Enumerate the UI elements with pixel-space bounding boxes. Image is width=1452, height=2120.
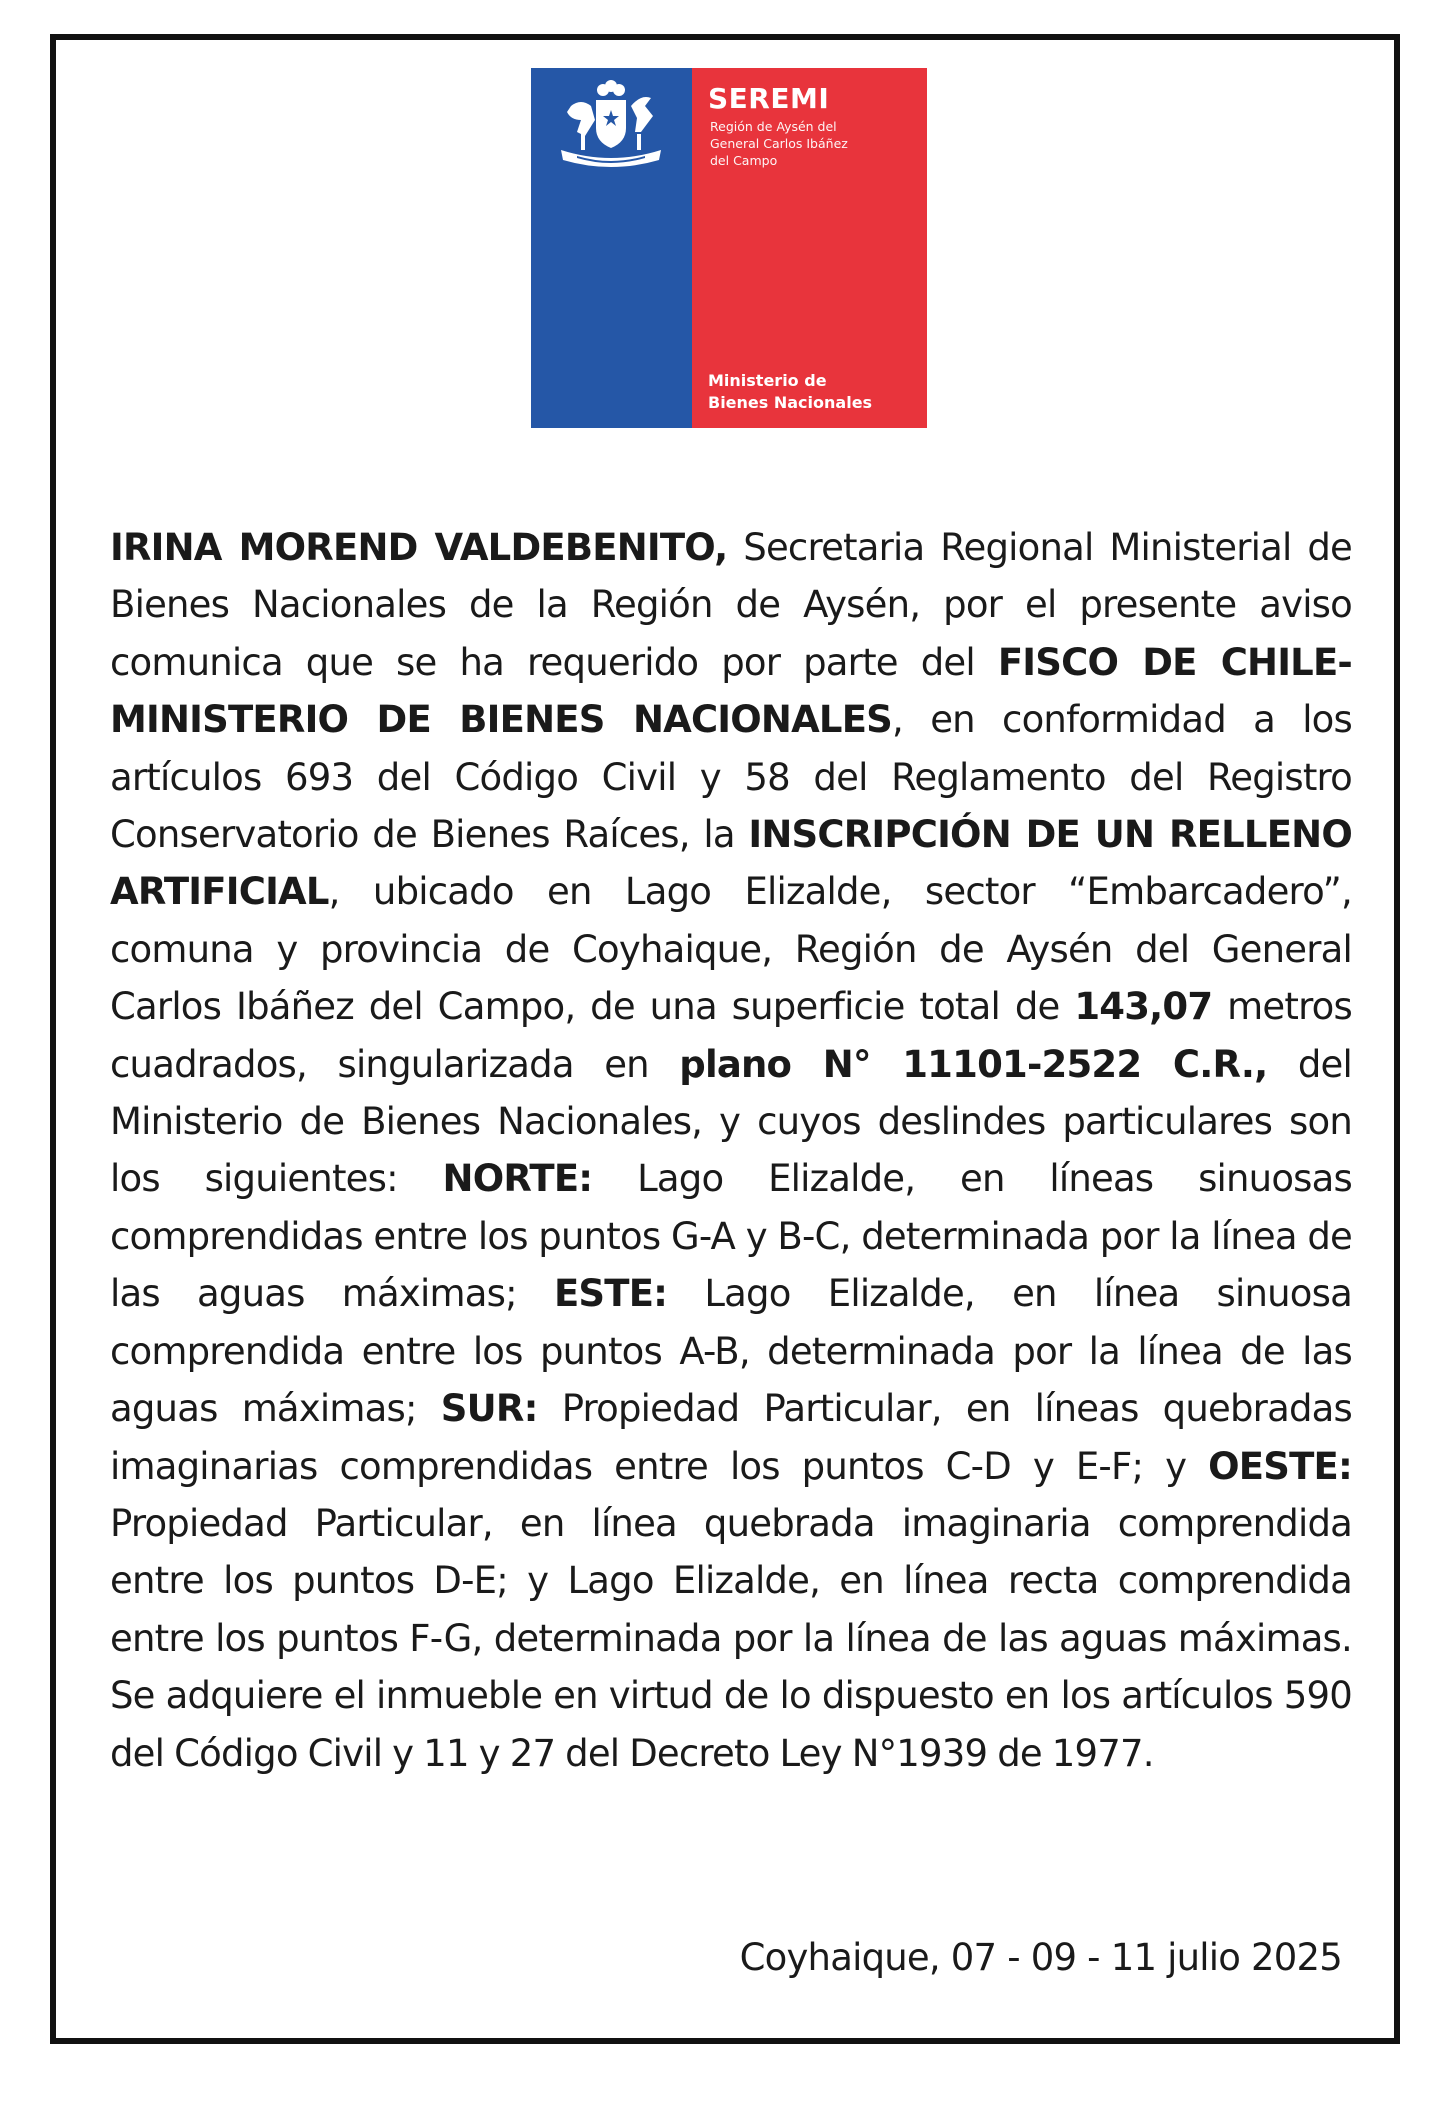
logo-ministry: Ministerio de Bienes Nacionales bbox=[708, 371, 873, 412]
notice-body bbox=[110, 519, 1352, 1782]
boundary-west-text: Propiedad Particular, en línea quebrada imaginaria comprendida entre los puntos D-E; y Lago Elizalde, en línea recta comprendida entre los puntos F-G, determinada por la línea de las aguas máximas. Se adquiere el inmueble en virtud de lo dispuesto en los artículos 590 del Código Civil y 11 y 27 del Decreto Ley N°1939 de 1977. bbox=[110, 1501, 1352, 1775]
logo-blue-panel bbox=[531, 68, 692, 428]
boundary-north-label: NORTE: bbox=[442, 1157, 593, 1201]
boundary-north-text: Lago Elizalde, en líneas sinuosas comprendidas entre los puntos G-A y B-C, determinada por la línea de las aguas máximas; bbox=[110, 1157, 1352, 1316]
logo-region: Región de Aysén del General Carlos Ibáñez del Campo bbox=[710, 119, 848, 168]
logo-title: SEREMI bbox=[708, 82, 830, 115]
boundary-south-label: SUR: bbox=[440, 1387, 538, 1431]
notice-text-5: del Ministerio de Bienes Nacionales, y cuyos deslindes particulares son los siguientes: bbox=[110, 1042, 1352, 1201]
boundary-east-text: Lago Elizalde, en línea sinuosa comprendida entre los puntos A-B, determinada por la línea de las aguas máximas; bbox=[110, 1272, 1352, 1431]
plan-number: plano N° 11101-2522 C.R., bbox=[679, 1042, 1268, 1086]
notice-text-1: Secretaria Regional Ministerial de Bienes Nacionales de la Región de Aysén, por el presente aviso comunica que se ha requerido por parte del bbox=[110, 526, 1352, 684]
notice-text-2: , en conformidad a los artículos 693 del Código Civil y 58 del Reglamento del Registro Conservatorio de Bienes Raíces, la bbox=[110, 698, 1352, 857]
notice-text-3: , ubicado en Lago Elizalde, sector “Embarcadero”, comuna y provincia de Coyhaique, Región de Aysén del General Carlos Ibáñez del Campo, de una superficie total de bbox=[110, 870, 1352, 1029]
inscription-subject: INSCRIPCIÓN DE UN RELLENO ARTIFICIAL bbox=[110, 813, 1352, 914]
surface-area: 143,07 bbox=[1074, 985, 1213, 1029]
place-and-date: Coyhaique, 07 - 09 - 11 julio 2025 bbox=[739, 1936, 1342, 1979]
boundary-west-label: OESTE: bbox=[1208, 1444, 1352, 1488]
boundary-south-text: Propiedad Particular, en líneas quebradas imaginarias comprendidas entre los puntos C-D y E-F; y bbox=[110, 1387, 1352, 1488]
requesting-party: FISCO DE CHILE-MINISTERIO DE BIENES NACIONALES bbox=[110, 640, 1352, 742]
logo-red-panel bbox=[692, 68, 927, 428]
official-name: IRINA MOREND VALDEBENITO, bbox=[110, 526, 728, 569]
seremi-logo bbox=[531, 68, 927, 428]
boundary-east-label: ESTE: bbox=[553, 1272, 668, 1316]
chilean-coat-of-arms-icon bbox=[541, 76, 681, 186]
notice-text-4: metros cuadrados, singularizada en bbox=[110, 985, 1352, 1086]
